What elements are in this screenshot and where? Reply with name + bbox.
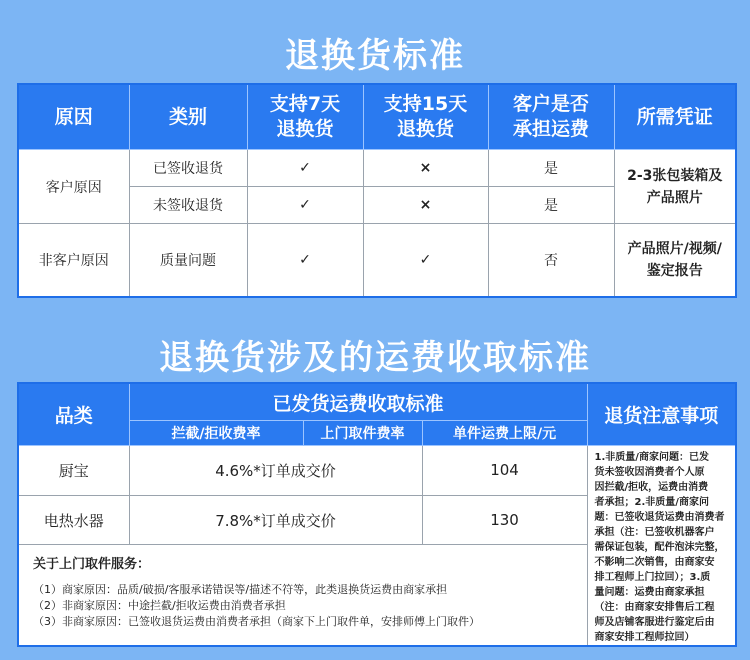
category-cell: 电热水器 xyxy=(18,495,129,545)
category-cell: 已签收退货 xyxy=(129,150,247,187)
cap-cell: 104 xyxy=(422,446,587,496)
table-header-row xyxy=(18,383,736,421)
fee-cell: 是 xyxy=(488,187,614,224)
page-title-return-standard: 退换货标准 xyxy=(285,36,465,76)
service-title: 关于上门取件服务： xyxy=(33,557,151,573)
header-standard: 已发货运费收取标准 xyxy=(129,383,587,421)
header-shipping-fee: 客户是否 承担运费 xyxy=(488,84,614,150)
table-row xyxy=(18,446,736,496)
header-category: 类别 xyxy=(129,84,247,150)
header-category: 品类 xyxy=(18,383,129,446)
subheader-intercept-rate: 拦截/拒收费率 xyxy=(129,421,303,446)
evidence-cell: 产品照片/视频/ 鉴定报告 xyxy=(614,224,736,298)
check-icon: ✓ xyxy=(247,187,363,224)
rate-cell: 7.8%*订单成交价 xyxy=(129,495,422,545)
category-cell: 质量问题 xyxy=(129,224,247,298)
header-reason: 原因 xyxy=(18,84,129,150)
notes-cell: 1.非质量/商家问题：已发 货未签收因消费者个人原 因拦截/拒收，运费由消费 者承担；2.非质量/商家问 题：已签收退货运费由消费者 承担（注：已签收机器客户 需保证包装，配件泡沫完整， 不影响二次销售，由商家安 排工程师上门拉回）；3.质 量问题：运费由商家承担 （注：由商家安排售后工程 师及店铺客服进行鉴定后由 商家安排工程师拉回） xyxy=(587,446,736,647)
page-title-shipping-fee: 退换货涉及的运费收取标准 xyxy=(159,338,591,378)
rate-cell: 4.6%*订单成交价 xyxy=(129,446,422,496)
header-15day: 支持15天 退换货 xyxy=(363,84,488,150)
table-row xyxy=(18,224,736,298)
return-standard-table xyxy=(17,83,737,298)
fee-cell: 是 xyxy=(488,150,614,187)
reason-cell: 非客户原因 xyxy=(18,224,129,298)
service-line: （1）商家原因：品质/破损/客服承诺错误等/描述不符等，此类退换货运费由商家承担 xyxy=(33,583,448,597)
table-row xyxy=(18,150,736,187)
header-evidence: 所需凭证 xyxy=(614,84,736,150)
cross-icon: × xyxy=(363,150,488,187)
cross-icon: × xyxy=(363,187,488,224)
header-7day: 支持7天 退换货 xyxy=(247,84,363,150)
table-header-row xyxy=(18,84,736,150)
subheader-pickup-rate: 上门取件费率 xyxy=(303,421,422,446)
check-icon: ✓ xyxy=(247,224,363,298)
pickup-service-info xyxy=(18,545,587,646)
service-line: （3）非商家原因：已签收退货运费由消费者承担（商家下上门取件单，安排师傅上门取件） xyxy=(33,615,480,629)
check-icon: ✓ xyxy=(247,150,363,187)
service-line: （2）非商家原因：中途拦截/拒收运费由消费者承担 xyxy=(33,599,286,613)
reason-cell: 客户原因 xyxy=(18,150,129,224)
check-icon: ✓ xyxy=(363,224,488,298)
category-cell: 厨宝 xyxy=(18,446,129,496)
header-notes: 退货注意事项 xyxy=(587,383,736,446)
category-cell: 未签收退货 xyxy=(129,187,247,224)
cap-cell: 130 xyxy=(422,495,587,545)
shipping-fee-table xyxy=(17,382,737,647)
fee-cell: 否 xyxy=(488,224,614,298)
evidence-cell: 2-3张包装箱及 产品照片 xyxy=(614,150,736,224)
subheader-fee-cap: 单件运费上限/元 xyxy=(422,421,587,446)
